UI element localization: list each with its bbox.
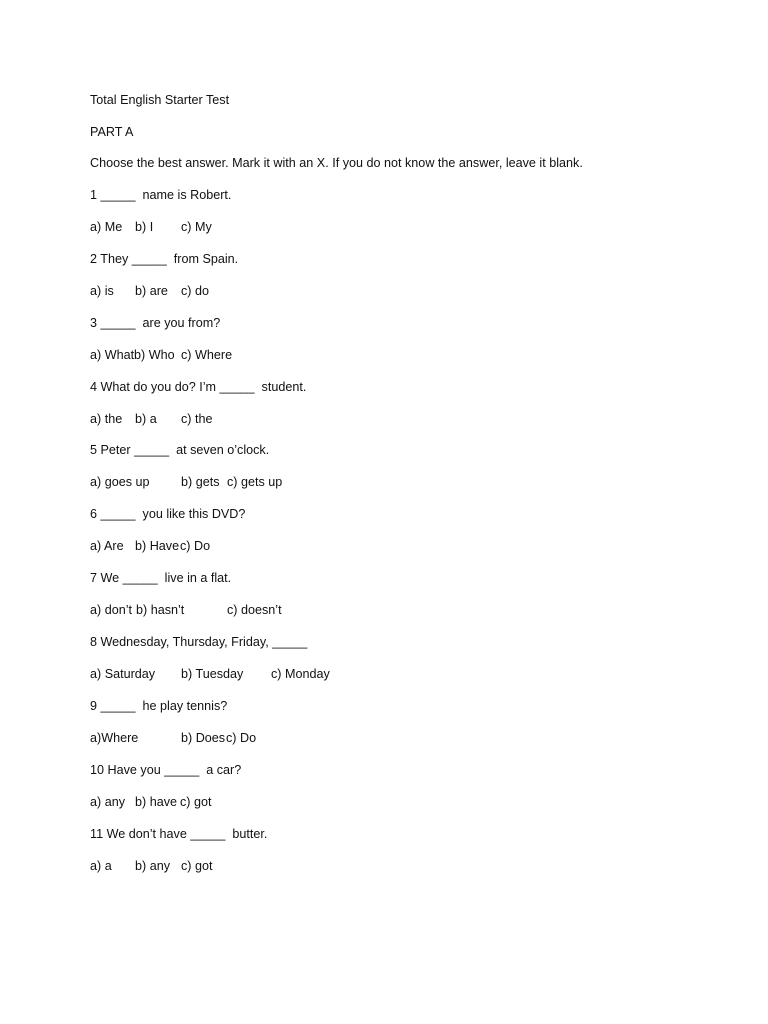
question-1: 1 _____ name is Robert. — [90, 188, 232, 202]
q2-option-c: c) do — [181, 284, 209, 298]
q8-option-c: c) Monday — [271, 667, 330, 681]
q6-option-c: c) Do — [180, 539, 211, 553]
q3-option-b: b) Who — [134, 348, 175, 362]
question-8: 8 Wednesday, Thursday, Friday, _____ — [90, 635, 308, 649]
document-title: Total English Starter Test — [90, 93, 230, 107]
question-9: 9 _____ he play tennis? — [90, 699, 228, 713]
q7-option-b: b) hasn’t — [136, 603, 185, 617]
q3-option-c: c) Where — [181, 348, 233, 362]
q1-option-a: a) Me — [90, 220, 123, 234]
q8-option-a: a) Saturday — [90, 667, 156, 681]
q4-option-a: a) the — [90, 412, 123, 426]
q3-option-a: a) What — [90, 348, 135, 362]
instructions: Choose the best answer. Mark it with an X. If you do not know the answer, leave it blank. — [90, 156, 583, 170]
q7-option-c: c) doesn’t — [227, 603, 282, 617]
q1-option-b: b) I — [135, 220, 154, 234]
q2-option-b: b) are — [135, 284, 168, 298]
q9-option-c: c) Do — [226, 731, 257, 745]
question-2: 2 They _____ from Spain. — [90, 252, 239, 266]
question-10: 10 Have you _____ a car? — [90, 763, 242, 777]
q10-option-a: a) any — [90, 795, 126, 809]
q4-option-b: b) a — [135, 412, 157, 426]
question-3: 3 _____ are you from? — [90, 316, 221, 330]
q4-option-c: c) the — [181, 412, 213, 426]
q1-option-c: c) My — [181, 220, 212, 234]
q10-option-c: c) got — [180, 795, 212, 809]
q5-option-b: b) gets — [181, 475, 220, 489]
q7-option-a: a) don’t — [90, 603, 133, 617]
question-5: 5 Peter _____ at seven o’clock. — [90, 443, 270, 457]
q10-option-b: b) have — [135, 795, 178, 809]
q9-option-a: a)Where — [90, 731, 139, 745]
q8-option-b: b) Tuesday — [181, 667, 244, 681]
question-11: 11 We don’t have _____ butter. — [90, 827, 268, 841]
q9-option-b: b) Does — [181, 731, 226, 745]
question-4: 4 What do you do? I’m _____ student. — [90, 380, 307, 394]
q11-option-a: a) a — [90, 859, 112, 873]
question-6: 6 _____ you like this DVD? — [90, 507, 246, 521]
q11-option-c: c) got — [181, 859, 213, 873]
q6-option-a: a) Are — [90, 539, 124, 553]
part-heading: PART A — [90, 125, 134, 139]
q5-option-c: c) gets up — [227, 475, 283, 489]
question-7: 7 We _____ live in a flat. — [90, 571, 232, 585]
q11-option-b: b) any — [135, 859, 171, 873]
q5-option-a: a) goes up — [90, 475, 150, 489]
q2-option-a: a) is — [90, 284, 114, 298]
q6-option-b: b) Have — [135, 539, 180, 553]
